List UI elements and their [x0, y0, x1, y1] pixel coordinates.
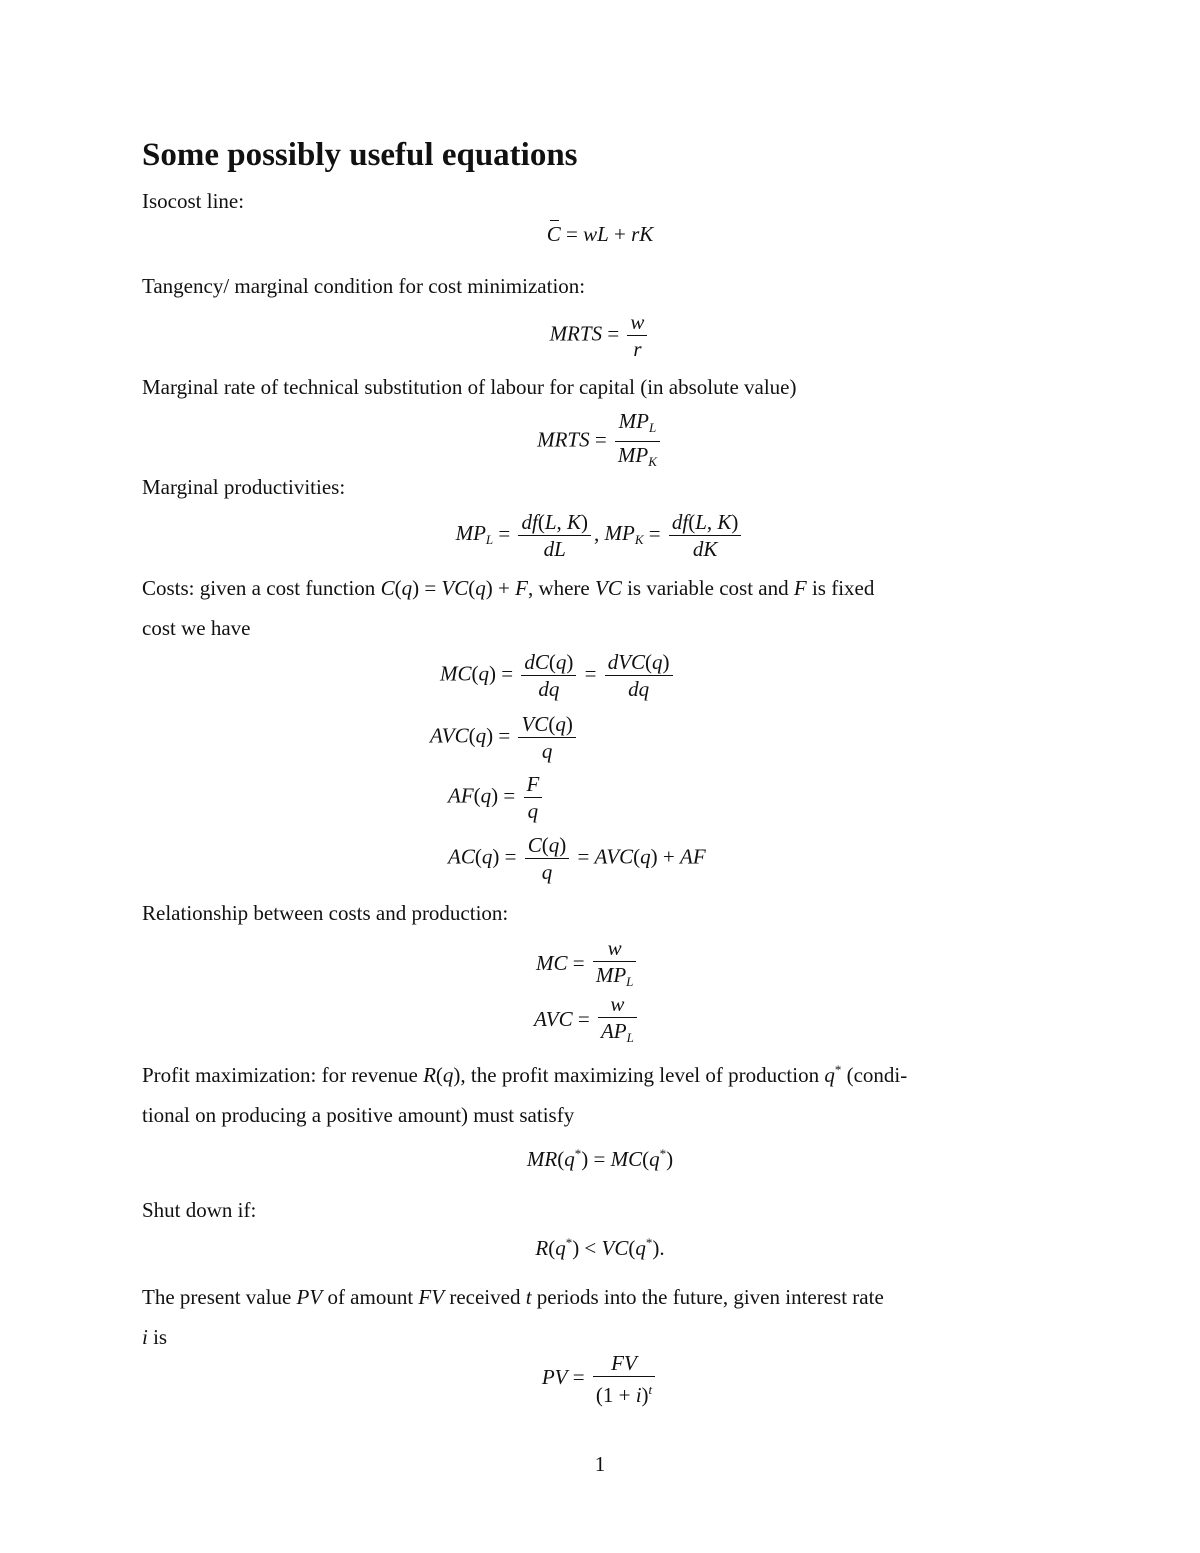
equation-shutdown: R(q*) < VC(q*).: [535, 1235, 665, 1260]
equation-average-cost: AC(q) = $\frac{C(q)}{q}$ = AVC(q) + AF: [448, 833, 706, 884]
equation-isocost: C = wL + rK: [546, 222, 654, 246]
equation-average-variable-cost: AVC(q) = $\frac{VC(q)}{q}$: [430, 711, 579, 764]
equation-average-fixed-cost: AF(q) = $\frac{F}{q}$: [448, 771, 545, 824]
tangency-label: Tangency/ marginal condition for cost minimization:: [142, 274, 586, 298]
equation-marginal-cost: MC(q) = $\frac{dC(q)}{dq}$ = $\frac{\text{dVC(q)}}{dq}$: [440, 649, 676, 702]
equation-tangency: MRTS = $\frac{w}{r}$: [0, 309, 1200, 362]
equation-mc-production: MC = $\frac{w}{MP_L}$: [536, 935, 639, 995]
costs-paragraph: Costs: given a cost function C(q) = VC(q) + F, where VC is variable cost and F is fixed cost we have: [142, 576, 875, 640]
page-title: Some possibly useful equations: [142, 137, 578, 173]
profit-paragraph: Profit maximization: for revenue R(q), the profit maximizing level of production q* (condi- tional on producing a positive amount) must satisfy: [142, 1062, 908, 1127]
mrts-label: Marginal rate of technical substitution of labour for capital (in absolute value): [142, 375, 797, 399]
equation-avc-production: AVC = $\frac{w}{AP_L}$: [534, 991, 640, 1051]
equation-profit-max: MR(q*) = MC(q*): [526, 1146, 674, 1171]
relationship-label: Relationship between costs and production:: [142, 901, 509, 925]
shutdown-label: Shut down if:: [142, 1198, 257, 1222]
present-value-paragraph: The present value PV of amount FV received t periods into the future, given interest rate i is: [142, 1285, 884, 1349]
equation-marginal-productivities: $MP_L$ = $\frac{df(L, K)}{dL}$ , $MP_K$ = $\frac{df(L, K)}{dK}$: [0, 509, 1200, 562]
isocost-label: Isocost line:: [142, 189, 245, 213]
equation-mrts: MRTS = $\frac{MP_L}{MP_K}$: [0, 408, 1200, 475]
marginal-productivities-label: Marginal productivities:: [142, 475, 346, 499]
equation-present-value: PV = $\frac{FV}{(1 + i)^t}$: [0, 1350, 1200, 1408]
page-number: 1: [594, 1452, 606, 1476]
